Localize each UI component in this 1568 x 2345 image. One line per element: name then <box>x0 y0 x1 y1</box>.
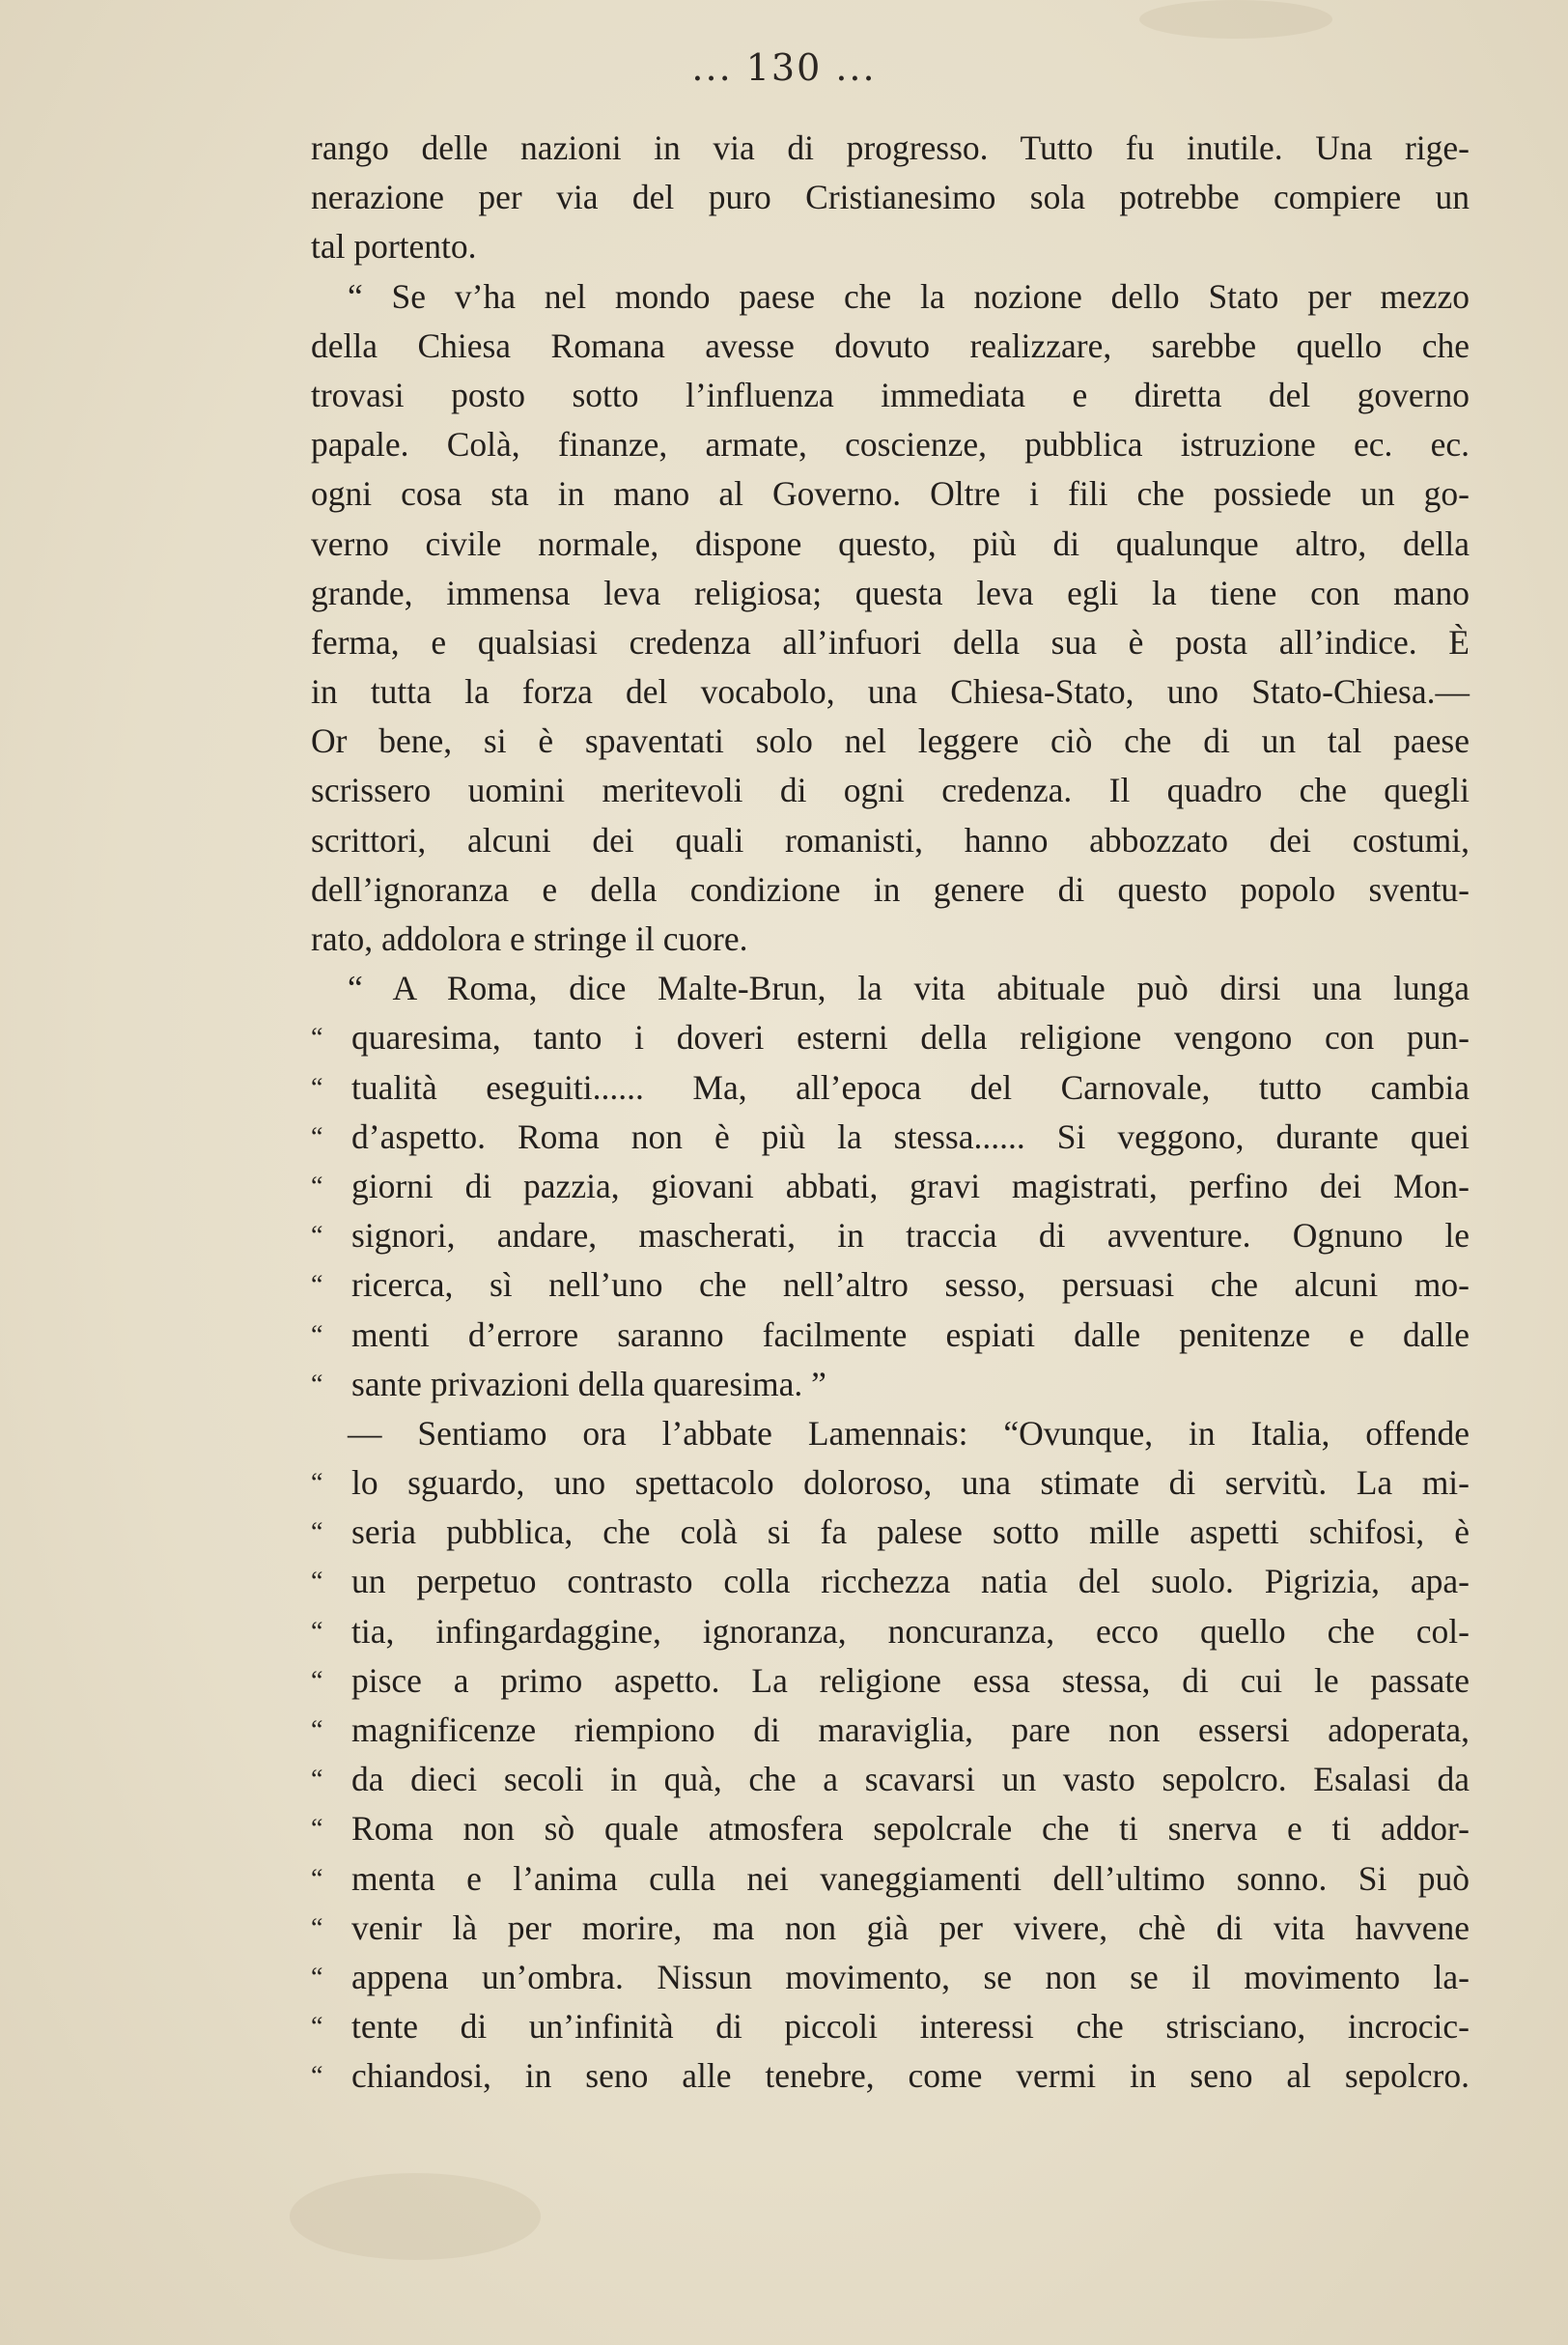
line-text: da dieci secoli in quà, che a scavarsi un vasto sepolcro. Esalasi da <box>351 1760 1470 1799</box>
quote-mark: “ <box>311 2061 323 2092</box>
line-text: in tutta la forza del vocabolo, una Chiesa-Stato, uno Stato-Chiesa.— <box>311 672 1470 712</box>
line-text: — Sentiamo ora l’abbate Lamennais: “Ovunque, in Italia, offende <box>348 1413 1470 1453</box>
text-line <box>311 964 1470 1013</box>
text-line <box>311 1854 1470 1904</box>
line-text: verno civile normale, dispone questo, più di qualunque altro, della <box>311 523 1470 563</box>
text-line <box>311 2051 1470 2101</box>
line-text: “ A Roma, dice Malte-Brun, la vita abituale può dirsi una lunga <box>348 969 1470 1008</box>
text-line <box>311 1063 1470 1113</box>
text-line <box>311 915 1470 964</box>
body-text <box>311 124 1470 2102</box>
text-line <box>311 1311 1470 1360</box>
quote-mark: “ <box>311 1863 323 1894</box>
line-text: seria pubblica, che colà si fa palese sotto mille aspetti schifosi, è <box>351 1512 1470 1552</box>
line-text: lo sguardo, uno spettacolo doloroso, una stimate di servitù. La mi- <box>351 1463 1470 1503</box>
quote-mark: “ <box>311 1171 323 1201</box>
quote-mark: “ <box>311 1814 323 1845</box>
line-text: signori, andare, mascherati, in traccia di avventure. Ognuno le <box>351 1216 1470 1256</box>
text-line <box>311 667 1470 717</box>
text-line <box>311 1360 1470 1409</box>
line-text: appena un’ombra. Nissun movimento, se non se il movimento la- <box>351 1957 1470 1996</box>
text-line <box>311 1013 1470 1062</box>
text-line <box>311 1706 1470 1755</box>
line-text: d’aspetto. Roma non è più la stessa...... Si veggono, durante quei <box>351 1116 1470 1156</box>
quote-mark: “ <box>311 1369 323 1399</box>
line-text: magnificenze riempiono di maraviglia, pare non essersi adoperata, <box>351 1710 1470 1749</box>
line-text: rato, addolora e stringe il cuore. <box>311 919 748 958</box>
line-text: dell’ignoranza e della condizione in genere di questo popolo sventu- <box>311 869 1470 909</box>
text-line <box>311 717 1470 766</box>
text-line <box>311 618 1470 667</box>
line-text: chiandosi, in seno alle tenebre, come vermi in seno al sepolcro. <box>351 2056 1470 2096</box>
quote-mark: “ <box>311 2012 323 2043</box>
line-text: grande, immensa leva religiosa; questa leva egli la tiene con mano <box>311 573 1470 612</box>
line-text: menti d’errore saranno facilmente espiati dalle penitenze e dalle <box>351 1314 1470 1354</box>
text-line <box>311 1211 1470 1260</box>
text-line <box>311 1804 1470 1853</box>
line-text: papale. Colà, finanze, armate, coscienze, pubblica istruzione ec. ec. <box>311 425 1470 465</box>
text-line <box>311 322 1470 371</box>
quote-mark: “ <box>311 1319 323 1350</box>
quote-mark: “ <box>311 1270 323 1301</box>
page-number: ... 130 ... <box>691 46 877 89</box>
text-line <box>311 816 1470 865</box>
text-line <box>311 1458 1470 1508</box>
line-text: ogni cosa sta in mano al Governo. Oltre i fili che possiede un go- <box>311 474 1470 514</box>
quote-mark: “ <box>311 1468 323 1499</box>
text-line <box>311 124 1470 173</box>
text-line <box>311 1904 1470 1953</box>
text-line <box>311 1113 1470 1162</box>
text-line <box>311 1755 1470 1804</box>
text-line <box>311 1409 1470 1458</box>
text-line <box>311 371 1470 420</box>
text-line <box>311 1260 1470 1310</box>
line-text: tia, infingardaggine, ignoranza, noncuranza, ecco quello che col- <box>351 1611 1470 1651</box>
line-text: trovasi posto sotto l’influenza immediata e diretta del governo <box>311 375 1470 414</box>
line-text: pisce a primo aspetto. La religione essa stessa, di cui le passate <box>351 1660 1470 1700</box>
quote-mark: “ <box>311 1121 323 1152</box>
text-line <box>311 272 1470 322</box>
line-text: ricerca, sì nell’uno che nell’altro sesso, persuasi che alcuni mo- <box>351 1265 1470 1305</box>
line-text: quaresima, tanto i doveri esterni della religione vengono con pun- <box>351 1018 1470 1058</box>
quote-mark: “ <box>311 1517 323 1548</box>
text-line <box>311 1953 1470 2002</box>
text-line <box>311 420 1470 469</box>
paper-stain <box>290 2173 541 2260</box>
text-line <box>311 865 1470 915</box>
text-line <box>311 469 1470 519</box>
text-line <box>311 1557 1470 1606</box>
line-text: tal portento. <box>311 227 477 267</box>
line-text: Or bene, si è spaventati solo nel leggere ciò che di un tal paese <box>311 721 1470 761</box>
line-text: Roma non sò quale atmosfera sepolcrale che ti snerva e ti addor- <box>351 1809 1470 1849</box>
line-text: scrittori, alcuni dei quali romanisti, hanno abbozzato dei costumi, <box>311 820 1470 860</box>
line-text: menta e l’anima culla nei vaneggiamenti dell’ultimo sonno. Si può <box>351 1858 1470 1898</box>
text-line <box>311 1508 1470 1557</box>
text-line <box>311 569 1470 618</box>
text-line <box>311 766 1470 815</box>
line-text: scrissero uomini meritevoli di ogni credenza. Il quadro che quegli <box>311 771 1470 810</box>
line-text: ferma, e qualsiasi credenza all’infuori della sua è posta all’indice. È <box>311 622 1470 662</box>
line-text: tente di un’infinità di piccoli interessi che strisciano, incrocic- <box>351 2007 1470 2047</box>
quote-mark: “ <box>311 1616 323 1647</box>
quote-mark: “ <box>311 1912 323 1943</box>
text-line <box>311 1656 1470 1706</box>
line-text: venir là per morire, ma non già per vivere, chè di vita havvene <box>351 1907 1470 1947</box>
quote-mark: “ <box>311 1567 323 1597</box>
quote-mark: “ <box>311 1072 323 1103</box>
line-text: rango delle nazioni in via di progresso. Tutto fu inutile. Una rige- <box>311 128 1470 167</box>
line-text: tualità eseguiti...... Ma, all’epoca del Carnovale, tutto cambia <box>351 1067 1470 1107</box>
line-text: sante privazioni della quaresima. ” <box>351 1364 826 1403</box>
quote-mark: “ <box>311 1221 323 1252</box>
text-line <box>311 2002 1470 2051</box>
text-line <box>311 1162 1470 1211</box>
line-text: “ Se v’ha nel mondo paese che la nozione dello Stato per mezzo <box>348 276 1470 316</box>
line-text: della Chiesa Romana avesse dovuto realizzare, sarebbe quello che <box>311 325 1470 365</box>
text-line <box>311 520 1470 569</box>
quote-mark: “ <box>311 1023 323 1054</box>
line-text: giorni di pazzia, giovani abbati, gravi magistrati, perfino dei Mon- <box>351 1166 1470 1205</box>
text-line <box>311 222 1470 271</box>
quote-mark: “ <box>311 1715 323 1745</box>
line-text: un perpetuo contrasto colla ricchezza natia del suolo. Pigrizia, apa- <box>351 1562 1470 1601</box>
line-text: nerazione per via del puro Cristianesimo sola potrebbe compiere un <box>311 178 1470 217</box>
quote-mark: “ <box>311 1765 323 1795</box>
quote-mark: “ <box>311 1962 323 1992</box>
paper-stain <box>1139 0 1332 39</box>
text-line <box>311 173 1470 222</box>
text-line <box>311 1607 1470 1656</box>
quote-mark: “ <box>311 1665 323 1696</box>
